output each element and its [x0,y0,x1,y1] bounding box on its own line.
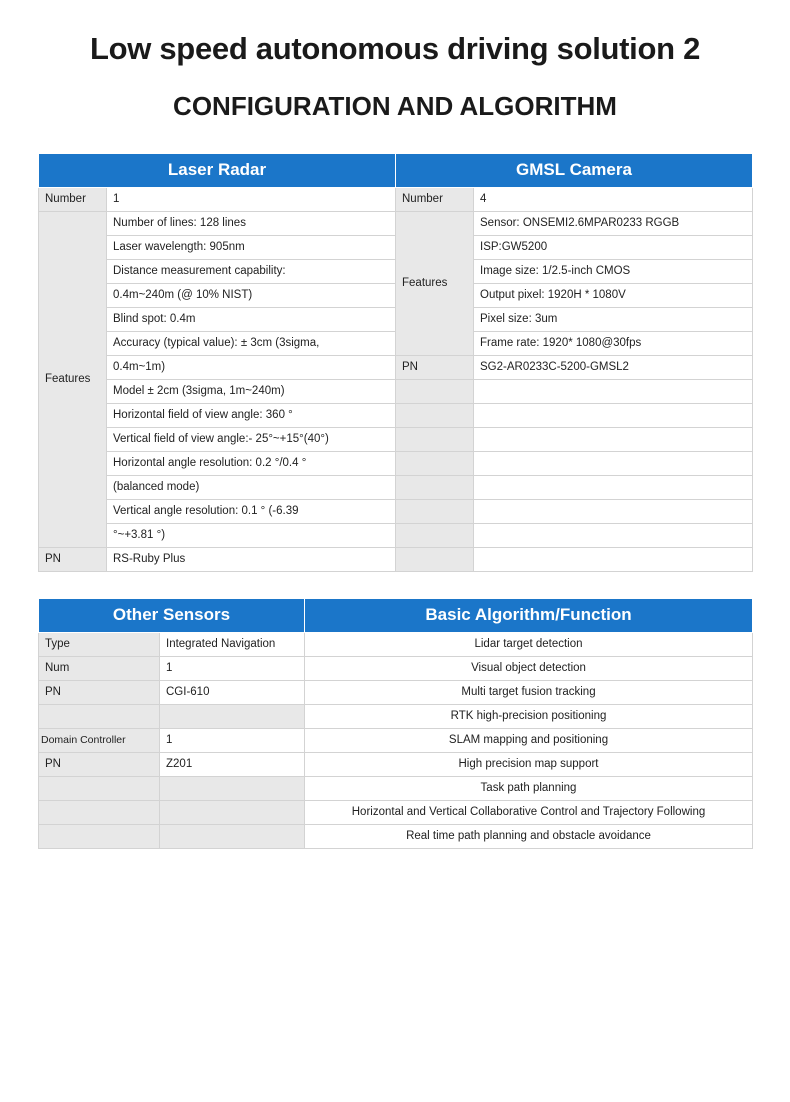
laser-feature-item: Number of lines: 128 lines [107,211,396,235]
header-other-sensors: Other Sensors [39,598,305,632]
empty-cell [474,427,753,451]
laser-feature-item: Blind spot: 0.4m [107,307,396,331]
other-sensor-value: Z201 [160,752,305,776]
other-sensor-value [160,824,305,848]
laser-feature-item: Accuracy (typical value): ± 3cm (3sigma, [107,331,396,355]
laser-feature-item: Vertical field of view angle:- 25°~+15°(40°) [107,427,396,451]
other-sensor-value [160,776,305,800]
other-sensor-label: Num [39,656,160,680]
algorithm-item: Visual object detection [305,656,753,680]
laser-feature-item: Laser wavelength: 905nm [107,235,396,259]
empty-cell [396,499,474,523]
table-row [39,499,753,523]
camera-feature-item: Sensor: ONSEMI2.6MPAR0233 RGGB [474,211,753,235]
camera-features-label: Features [396,211,474,355]
other-sensor-value: 1 [160,728,305,752]
other-sensor-value: Integrated Navigation [160,632,305,656]
algorithm-item: High precision map support [305,752,753,776]
laser-features-label: Features [39,211,107,547]
empty-cell [396,403,474,427]
sensor-spec-table [38,153,753,572]
laser-pn-label: PN [39,547,107,571]
page-subtitle: CONFIGURATION AND ALGORITHM [173,91,617,122]
empty-cell [474,403,753,427]
camera-number-value: 4 [474,187,753,211]
empty-cell [396,451,474,475]
algorithm-item: RTK high-precision positioning [305,704,753,728]
table-header-row-2 [39,598,753,632]
other-sensor-label: Domain Controller [39,728,160,752]
table-row [39,187,753,211]
other-sensor-label: Type [39,632,160,656]
camera-pn-value: SG2-AR0233C-5200-GMSL2 [474,355,753,379]
sensor-spec-body [39,187,753,571]
empty-cell [474,379,753,403]
other-sensor-label [39,776,160,800]
table-row [39,379,753,403]
other-sensor-value: CGI-610 [160,680,305,704]
table-row [39,824,753,848]
laser-feature-item: Horizontal angle resolution: 0.2 °/0.4 ° [107,451,396,475]
table-row [39,728,753,752]
table-row [39,355,753,379]
page-title: Low speed autonomous driving solution 2 [89,31,701,66]
camera-feature-item: Output pixel: 1920H * 1080V [474,283,753,307]
other-sensor-label [39,824,160,848]
algorithm-body [39,632,753,848]
algorithm-item: Lidar target detection [305,632,753,656]
camera-feature-item: Image size: 1/2.5-inch CMOS [474,259,753,283]
algorithm-item: Task path planning [305,776,753,800]
empty-cell [474,499,753,523]
sensor-spec-table-wrap [38,153,752,572]
laser-feature-item: Horizontal field of view angle: 360 ° [107,403,396,427]
algorithm-item: SLAM mapping and positioning [305,728,753,752]
laser-feature-item: (balanced mode) [107,475,396,499]
laser-feature-item: Distance measurement capability: [107,259,396,283]
table-row [39,547,753,571]
table-row [39,403,753,427]
header-basic-algorithm: Basic Algorithm/Function [305,598,753,632]
table-row [39,451,753,475]
table-row [39,752,753,776]
other-sensor-value [160,704,305,728]
algorithm-item: Multi target fusion tracking [305,680,753,704]
empty-cell [396,379,474,403]
laser-pn-value: RS-Ruby Plus [107,547,396,571]
table-row [39,680,753,704]
camera-feature-item: ISP:GW5200 [474,235,753,259]
other-sensor-value [160,800,305,824]
other-sensor-label [39,704,160,728]
table-row [39,656,753,680]
empty-cell [474,547,753,571]
algorithm-table-wrap [38,598,752,849]
laser-feature-item: 0.4m~240m (@ 10% NIST) [107,283,396,307]
table-row [39,211,753,235]
table-header-row [39,153,753,187]
other-sensor-value: 1 [160,656,305,680]
empty-cell [474,451,753,475]
laser-feature-item: Model ± 2cm (3sigma, 1m~240m) [107,379,396,403]
table-row [39,704,753,728]
empty-cell [474,523,753,547]
camera-feature-item: Pixel size: 3um [474,307,753,331]
other-sensor-label: PN [39,680,160,704]
table-row [39,800,753,824]
empty-cell [396,547,474,571]
table-row [39,475,753,499]
header-laser-radar: Laser Radar [39,153,396,187]
camera-pn-label: PN [396,355,474,379]
algorithm-item: Real time path planning and obstacle avoidance [305,824,753,848]
camera-feature-item: Frame rate: 1920* 1080@30fps [474,331,753,355]
empty-cell [474,475,753,499]
other-sensor-label: PN [39,752,160,776]
table-row [39,632,753,656]
algorithm-table [38,598,753,849]
table-row [39,776,753,800]
algorithm-item: Horizontal and Vertical Collaborative Control and Trajectory Following [305,800,753,824]
laser-number-value: 1 [107,187,396,211]
laser-feature-item: 0.4m~1m) [107,355,396,379]
laser-number-label: Number [39,187,107,211]
table-row [39,427,753,451]
camera-number-label: Number [396,187,474,211]
document-page [0,32,790,1102]
table-row [39,523,753,547]
laser-feature-item: °~+3.81 °) [107,523,396,547]
empty-cell [396,475,474,499]
laser-feature-item: Vertical angle resolution: 0.1 ° (-6.39 [107,499,396,523]
empty-cell [396,523,474,547]
empty-cell [396,427,474,451]
other-sensor-label [39,800,160,824]
header-gmsl-camera: GMSL Camera [396,153,753,187]
